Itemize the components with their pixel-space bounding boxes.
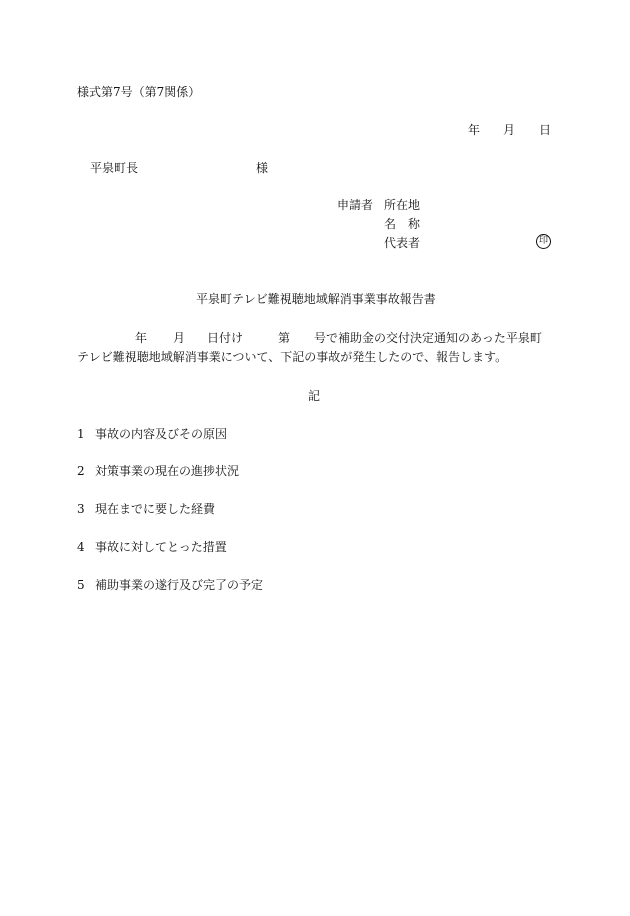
list-item-text: 現在までに要した経費 [95,502,216,516]
body-line-1-rest: 号で補助金の交付決定通知のあった平泉町 [314,331,542,345]
body-month: 月 [173,331,186,345]
list-item [77,503,215,515]
list-item [77,579,263,591]
body-dated: 日付け [207,331,244,345]
applicant-label: 申請者 [337,198,374,212]
list-item-text: 補助事業の遂行及び完了の予定 [95,578,264,592]
list-item-number: 4 [77,540,85,554]
list-item-number: 3 [77,502,85,516]
ki-heading: 記 [308,389,321,403]
seal-icon: 印 [536,234,551,249]
document-title: 平泉町テレビ難視聴地域解消事業事故報告書 [196,292,436,306]
list-item [77,541,227,553]
list-item-text: 事故の内容及びその原因 [95,427,228,441]
list-item-number: 2 [77,464,85,478]
location-label: 所在地 [384,198,421,212]
body-dai: 第 [278,331,291,345]
date-month-label: 月 [503,123,516,137]
form-number: 様式第7号（第7関係） [77,85,201,99]
date-day-label: 日 [539,123,552,137]
representative-label: 代表者 [384,236,421,250]
list-item [77,428,227,440]
list-item-text: 対策事業の現在の進捗状況 [95,464,240,478]
name-label-second: 称 [408,217,421,231]
addressee-honorific: 様 [256,161,269,175]
list-item-number: 5 [77,578,85,592]
list-item-number: 1 [77,427,85,441]
body-line-1 [77,332,552,346]
addressee-name: 平泉町長 [90,161,139,175]
date-year-label: 年 [468,123,481,137]
list-item-text: 事故に対してとった措置 [95,540,227,554]
body-line-2: テレビ難視聴地域解消事業について、下記の事故が発生したので、報告します。 [77,350,508,364]
body-year: 年 [135,331,148,345]
list-item [77,465,239,477]
name-label-first: 名 [384,217,397,231]
